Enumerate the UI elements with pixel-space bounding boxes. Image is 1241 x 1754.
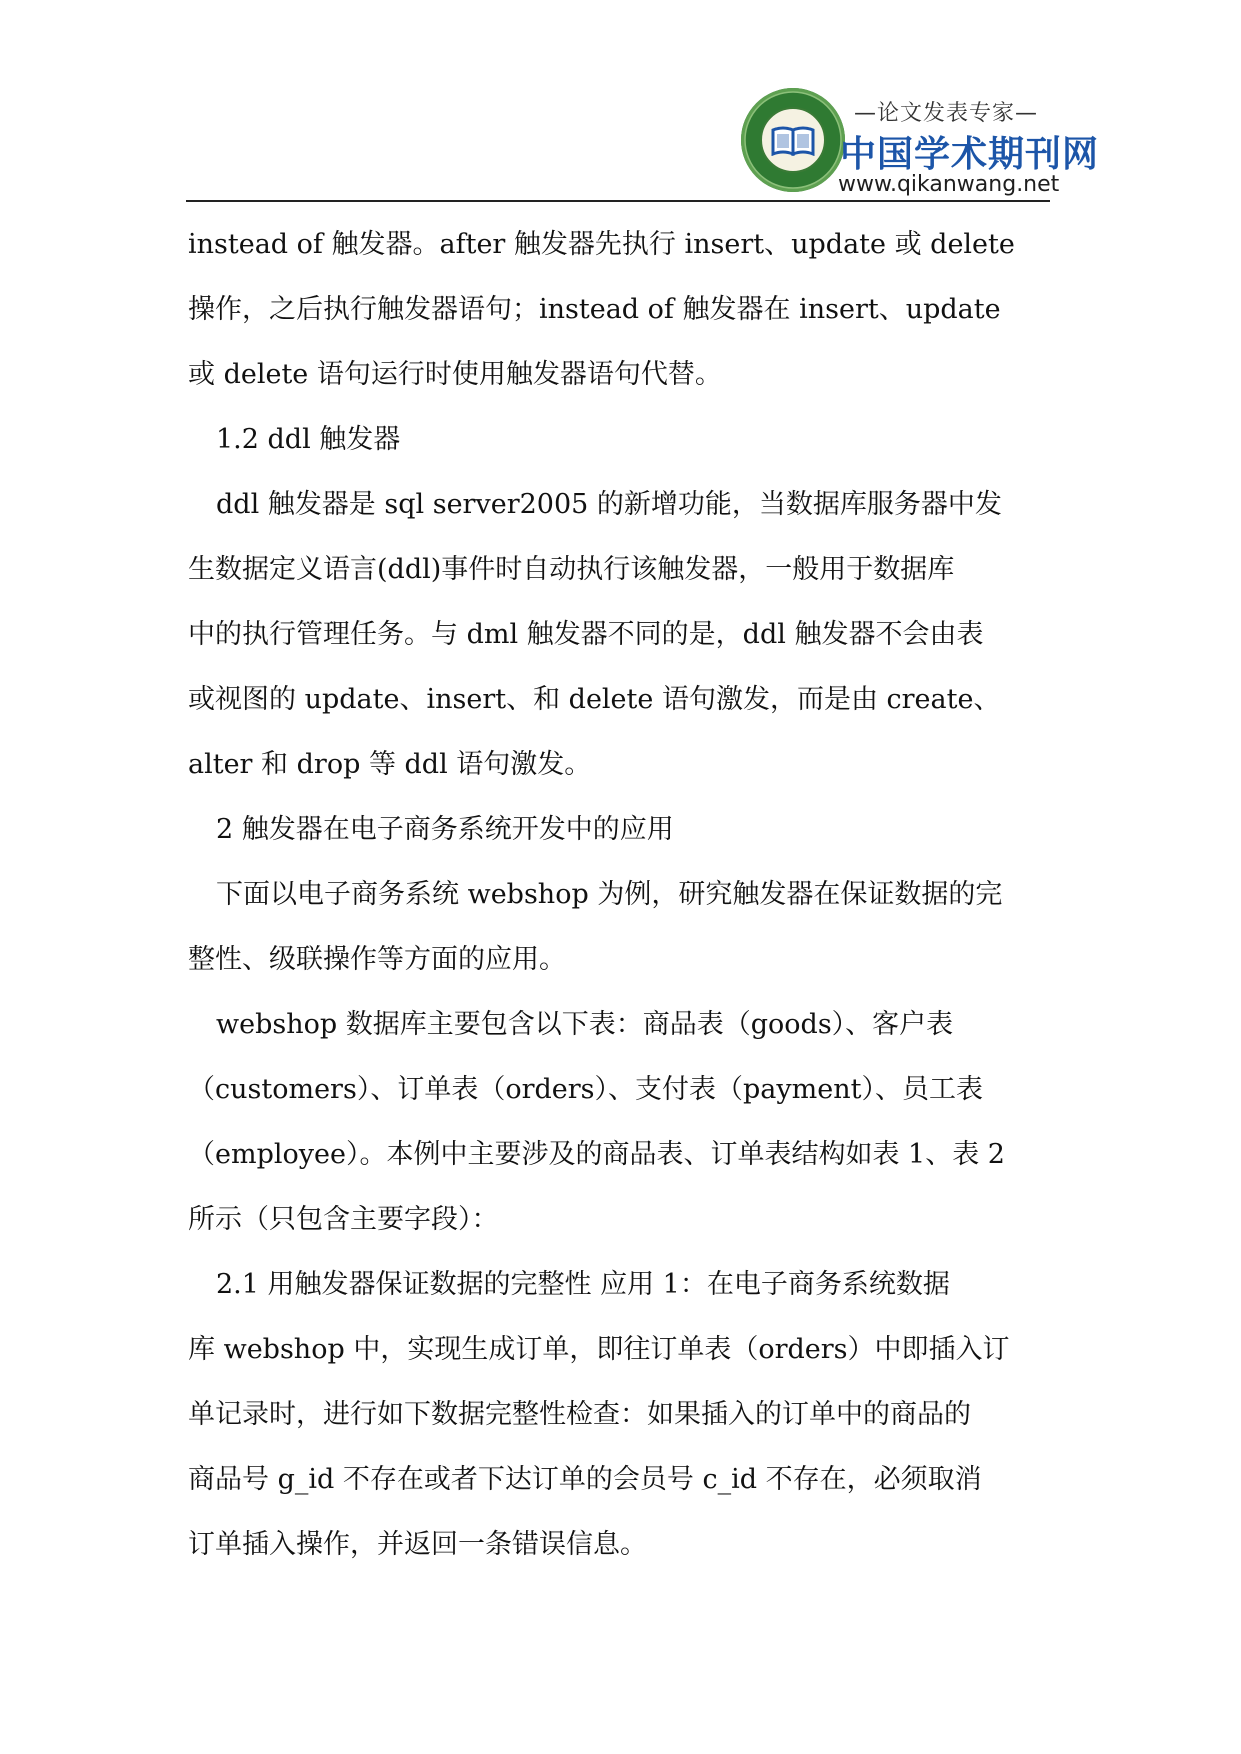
document-body bbox=[188, 212, 1058, 1577]
logo-seal bbox=[741, 88, 845, 192]
text-line: （customers）、订单表（orders）、支付表（payment）、员工表 bbox=[188, 1074, 983, 1105]
text-line: instead of 触发器。after 触发器先执行 insert、update 或 delete bbox=[188, 229, 1015, 260]
section-heading: 2 触发器在电子商务系统开发中的应用 bbox=[216, 814, 674, 845]
text-line: 订单插入操作，并返回一条错误信息。 bbox=[188, 1529, 647, 1560]
header-rule bbox=[186, 200, 1050, 202]
text-line: 或视图的 update、insert、和 delete 语句激发，而是由 create、 bbox=[188, 684, 1001, 715]
text-line: 库 webshop 中，实现生成订单，即往订单表（orders）中即插入订 bbox=[188, 1334, 1010, 1365]
text-line: 下面以电子商务系统 webshop 为例，研究触发器在保证数据的完 bbox=[216, 879, 1003, 910]
text-line: webshop 数据库主要包含以下表：商品表（goods）、客户表 bbox=[216, 1009, 954, 1040]
seal-center bbox=[760, 107, 826, 173]
text-line: 单记录时，进行如下数据完整性检查：如果插入的订单中的商品的 bbox=[188, 1399, 971, 1430]
text-line: 中的执行管理任务。与 dml 触发器不同的是，ddl 触发器不会由表 bbox=[188, 619, 984, 650]
logo-text bbox=[838, 96, 1100, 197]
text-line: 所示（只包含主要字段）： bbox=[188, 1204, 499, 1235]
text-line: 或 delete 语句运行时使用触发器语句代替。 bbox=[188, 359, 722, 390]
text-line: alter 和 drop 等 ddl 语句激发。 bbox=[188, 749, 592, 780]
text-line: 操作，之后执行触发器语句；instead of 触发器在 insert、update bbox=[188, 294, 1001, 325]
page-header bbox=[0, 0, 1241, 210]
text-line: 生数据定义语言(ddl)事件时自动执行该触发器，一般用于数据库 bbox=[188, 554, 955, 585]
text-line: 整性、级联操作等方面的应用。 bbox=[188, 944, 566, 975]
logo-slogan: —论文发表专家— bbox=[854, 101, 1039, 126]
logo-url: www.qikanwang.net bbox=[838, 172, 1060, 197]
text-line: 商品号 g_id 不存在或者下达订单的会员号 c_id 不存在，必须取消 bbox=[188, 1464, 982, 1495]
text-line: ddl 触发器是 sql server2005 的新增功能，当数据库服务器中发 bbox=[216, 489, 1002, 520]
book-icon bbox=[771, 124, 815, 156]
section-heading: 1.2 ddl 触发器 bbox=[216, 424, 401, 455]
logo-brand: 中国学术期刊网 bbox=[840, 134, 1100, 175]
section-heading: 2.1 用触发器保证数据的完整性 应用 1：在电子商务系统数据 bbox=[216, 1269, 950, 1300]
text-line: （employee）。本例中主要涉及的商品表、订单表结构如表 1、表 2 bbox=[188, 1139, 1005, 1170]
